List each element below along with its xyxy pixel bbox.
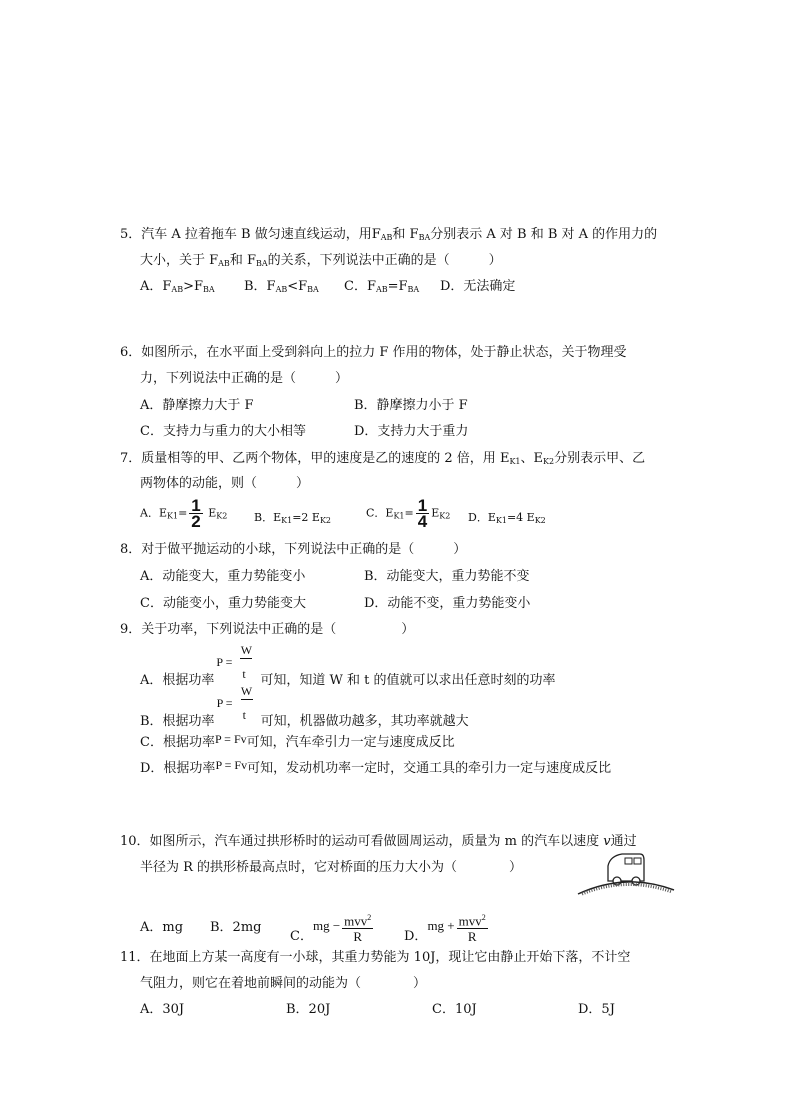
q10-option-d[interactable]: D．mg + $\frac{mvv^2}{R}$ (404, 920, 490, 954)
q9-stem: 9．关于功率，下列说法中正确的是（ ） (120, 622, 415, 637)
q6-option-a[interactable]: A．静摩擦力大于 F (140, 398, 254, 413)
q7-option-d[interactable]: D．$E_{K1}=4$ $E_{K2}$ (468, 511, 546, 525)
formula-mg-plus: mg + $\frac{mvv^2}{R}$ (427, 918, 489, 933)
q6-option-d[interactable]: D．支持力大于重力 (354, 424, 469, 439)
q9-option-a[interactable]: A．根据功率 P = W t 可知，知道 W 和 t 的值就可以求出任意时刻的功率 (140, 643, 556, 688)
q10-option-b[interactable]: B．2mg (210, 920, 262, 935)
q7-option-b[interactable]: B．$E_{K1}=2$ $E_{K2}$ (254, 511, 332, 525)
q8-option-d[interactable]: D．动能不变，重力势能变小 (364, 596, 531, 611)
q10-stem-line2: 半径为 R 的拱形桥最高点时，它对桥面的压力大小为（ ） (140, 860, 523, 875)
q10-option-c[interactable]: C．mg − $\frac{mvv^2}{R}$ (290, 920, 375, 954)
q5-stem-line2: 大小，关于 $F_{AB}$和 $F_{BA}$的关系，下列说法中正确的是（ ） (140, 253, 502, 268)
car-on-arch-bridge-figure (574, 850, 678, 896)
q11-stem-line2: 气阻力，则它在着地前瞬间的动能为（ ） (140, 976, 427, 991)
q11-option-c[interactable]: C．10J (432, 1002, 477, 1017)
q7-option-a[interactable]: A．$E_{K1}=$ $\frac{1}{2}$ $E_{K2}$ (140, 496, 228, 531)
q11-option-b[interactable]: B．20J (286, 1002, 331, 1017)
q6-option-c[interactable]: C．支持力与重力的大小相等 (140, 424, 306, 439)
q5-option-c[interactable]: C．$F_{AB}=F_{BA}$ (344, 279, 420, 294)
q11-option-a[interactable]: A．30J (140, 1002, 185, 1017)
q9-option-b[interactable]: B．根据功率 P = W t 可知，机器做功越多，其功率就越大 (140, 684, 469, 729)
q7-stem-line1: 7．质量相等的甲、乙两个物体，甲的速度是乙的速度的 2 倍，用 $E_{K1}$、$E_{K2}$分别表示甲、乙 (120, 451, 646, 466)
q7-option-c[interactable]: C．$E_{K1}=$ $\frac{1}{4}$ $E_{K2}$ (366, 496, 451, 531)
power-formula-w-over-t: P = W t (216, 643, 253, 681)
q6-option-b[interactable]: B．静摩擦力小于 F (354, 398, 468, 413)
q8-option-a[interactable]: A．动能变大，重力势能变小 (140, 569, 306, 584)
power-formula-w-over-t: P = W t (216, 684, 253, 722)
q9-option-c[interactable]: C．根据功率P = Fv可知，汽车牵引力一定与速度成反比 (140, 732, 455, 750)
q10-stem-line1: 10．如图所示，汽车通过拱形桥时的运动可看做圆周运动，质量为 m 的汽车以速度 v通过 (120, 834, 637, 849)
q5-stem-line1: 5．汽车 A 拉着拖车 B 做匀速直线运动，用$F_{AB}$和 $F_{BA}$分别表示 A 对 B 和 B 对 A 的作用力的 (120, 227, 658, 242)
q5-option-a[interactable]: A．$F_{AB}>F_{BA}$ (140, 279, 215, 294)
q5-option-b[interactable]: B．$F_{AB}<F_{BA}$ (244, 279, 319, 294)
q7-stem-line2: 两物体的动能，则（ ） (140, 476, 310, 491)
q5-option-d[interactable]: D．无法确定 (440, 279, 516, 294)
q6-stem-line1: 6．如图所示，在水平面上受到斜向上的拉力 F 作用的物体，处于静止状态，关于物理受 (120, 345, 627, 360)
q11-stem-line1: 11．在地面上方某一高度有一小球，其重力势能为 10J，现让它由静止开始下落，不计空 (120, 950, 631, 965)
q6-stem-line2: 力，下列说法中正确的是（ ） (140, 371, 349, 386)
q9-option-d[interactable]: D．根据功率P = Fv可知，发动机功率一定时，交通工具的牵引力一定与速度成反比 (140, 758, 612, 776)
q11-option-d[interactable]: D．5J (578, 1002, 615, 1017)
q10-option-a[interactable]: A．mg (140, 920, 184, 935)
q8-option-b[interactable]: B．动能变大，重力势能不变 (364, 569, 530, 584)
power-formula-fv: P = Fv (214, 732, 247, 746)
power-formula-fv: P = Fv (215, 758, 248, 772)
q8-option-c[interactable]: C．动能变小，重力势能变大 (140, 596, 306, 611)
formula-mg-minus: mg − $\frac{mvv^2}{R}$ (313, 918, 375, 933)
q8-stem: 8．对于做平抛运动的小球，下列说法中正确的是（ ） (120, 542, 467, 557)
